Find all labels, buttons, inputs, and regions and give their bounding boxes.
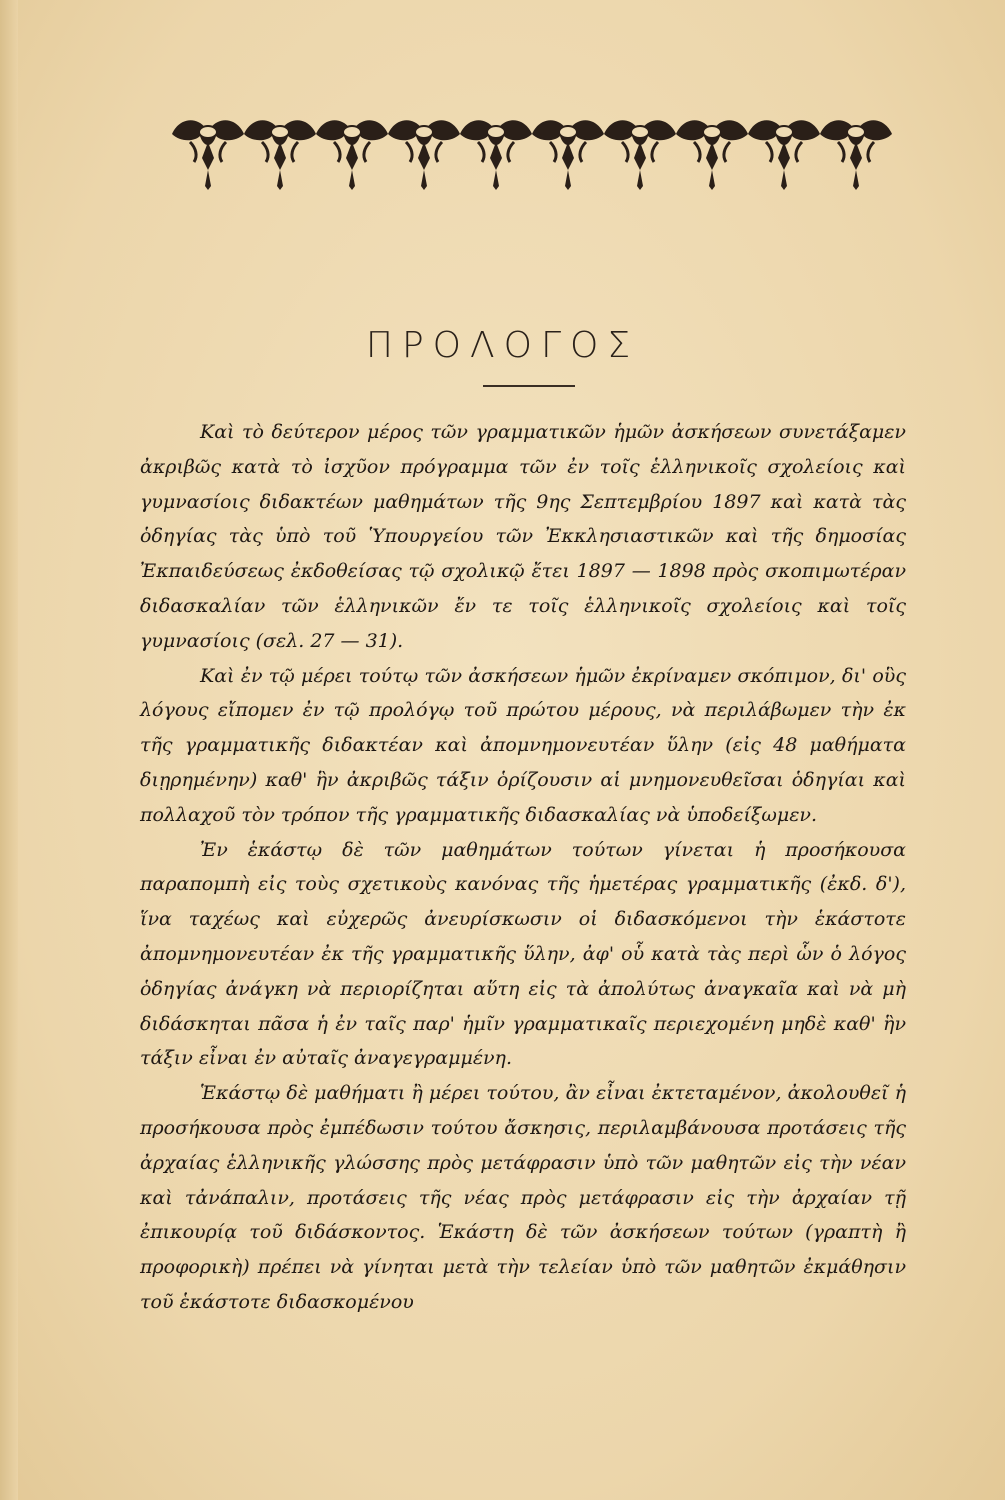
paragraph-1: Καὶ τὸ δεύτερον μέρος τῶν γραμματικῶν ἡμῶν ἀσκήσεων συνετάξαμεν ἀκριβῶς κατὰ τὸ ἰσχῦον πρόγραμμα τῶν ἐν τοῖς ἑλληνικοῖς σχολείοις καὶ γυμνασίοις διδακτέων μαθημάτων τῆς 9ης Σεπτεμβρίου 1897 καὶ κατὰ τὰς ὁδηγίας τὰς ὑπὸ τοῦ Ὑπουργείου τῶν Ἐκκλησιαστικῶν καὶ τῆς δημοσίας Ἐκπαιδεύσεως ἐκδοθείσας τῷ σχολικῷ ἔτει 1897 — 1898 πρὸς σκοπιμωτέραν διδασκαλίαν τῶν ἑλληνικῶν ἔν τε τοῖς ἑλληνικοῖς σχολείοις καὶ τοῖς γυμνασίοις (σελ. 27 — 31).: [140, 421, 906, 652]
paragraph-4: Ἑκάστῳ δὲ μαθήματι ἢ μέρει τούτου, ἂν εἶναι ἐκτεταμένον, ἀκολουθεῖ ἡ προσήκουσα πρὸς ἐμπέδωσιν τούτου ἄσκησις, περιλαμβάνουσα προτάσεις τῆς ἀρχαίας ἑλληνικῆς γλώσσης πρὸς μετάφρασιν ὑπὸ τῶν μαθητῶν εἰς τὴν νέαν καὶ τἀνάπαλιν, προτάσεις τῆς νέας πρὸς μετάφρασιν εἰς τὴν ἀρχαίαν τῇ ἐπικουρίᾳ τοῦ διδάσκοντος. Ἑκάστη δὲ τῶν ἀσκήσεων τούτων (γραπτὴ ἢ προφορικὴ) πρέπει νὰ γίνηται μετὰ τὴν τελείαν ὑπὸ τῶν μαθητῶν ἐκμάθησιν τοῦ ἑκάστοτε διδασκομένου: [140, 1082, 906, 1313]
decorative-header-ornament: [172, 112, 894, 192]
page-binding-edge: [0, 0, 18, 1500]
prologue-body: [140, 415, 906, 1320]
paragraph-3: Ἐν ἑκάστῳ δὲ τῶν μαθημάτων τούτων γίνεται ἡ προσήκουσα παραπομπὴ εἰς τοὺς σχετικοὺς κανόνας τῆς ἡμετέρας γραμματικῆς (ἐκδ. δ'), ἵνα ταχέως καὶ εὐχερῶς ἀνευρίσκωσιν οἱ διδασκόμενοι τὴν ἑκάστοτε ἀπομνημονευτέαν ἐκ τῆς γραμματικῆς ὕλην, ἀφ' οὗ κατὰ τὰς περὶ ὧν ὁ λόγος ὁδηγίας ἀνάγκη νὰ περιορίζηται αὕτη εἰς τὰ ἀπολύτως ἀναγκαῖα καὶ νὰ μὴ διδάσκηται πᾶσα ἡ ἐν ταῖς παρ' ἡμῖν γραμματικαῖς περιεχομένη μηδὲ καθ' ἣν τάξιν εἶναι ἐν αὐταῖς ἀναγεγραμμένη.: [140, 838, 906, 1070]
paragraph-2: Καὶ ἐν τῷ μέρει τούτῳ τῶν ἀσκήσεων ἡμῶν ἐκρίναμεν σκόπιμον, δι' οὓς λόγους εἴπομεν ἐν τῷ προλόγῳ τοῦ πρώτου μέρους, νὰ περιλάβωμεν τὴν ἐκ τῆς γραμματικῆς διδακτέαν καὶ ἀπομνημονευτέαν ὕλην (εἰς 48 μαθήματα διῃρημένην) καθ' ἣν ἀκριβῶς τάξιν ὁρίζουσιν αἱ μνημονευθεῖσαι ὁδηγίαι καὶ πολλαχοῦ τὸν τρόπον τῆς γραμματικῆς διδασκαλίας νὰ ὑποδείξωμεν.: [140, 664, 906, 826]
page-title: ΠΡΟΛΟΓΟΣ: [365, 325, 640, 366]
title-divider: [483, 385, 575, 387]
